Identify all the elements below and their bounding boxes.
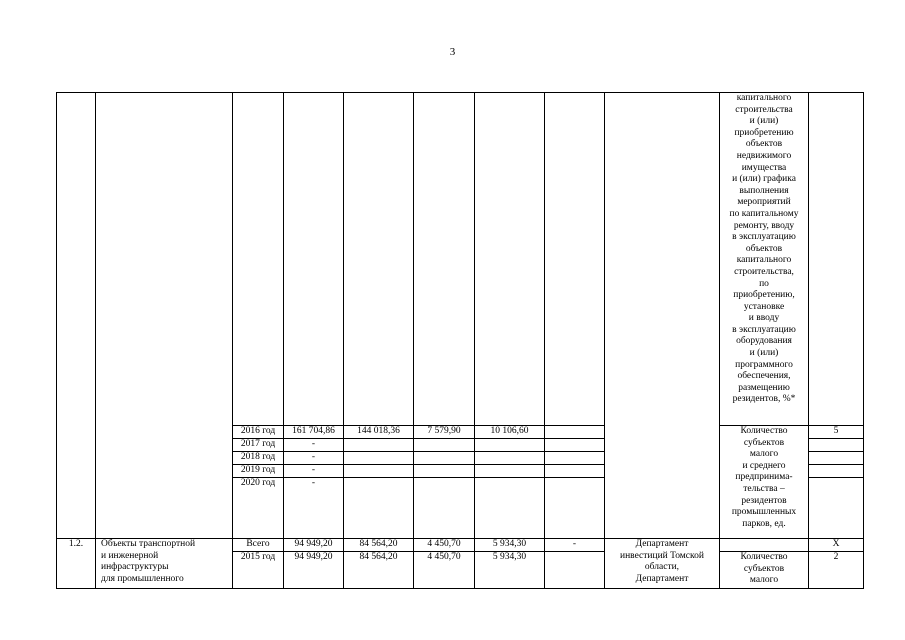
text-line: и среднего bbox=[742, 460, 786, 471]
text-line: размещению bbox=[738, 382, 790, 393]
cell-year: 2020 год bbox=[233, 478, 284, 539]
text-line: и вводу bbox=[748, 313, 780, 324]
cell-other-empty bbox=[545, 93, 605, 426]
cell-reg: 4 450,70 bbox=[414, 552, 475, 589]
text-line: строительства bbox=[735, 104, 793, 115]
cell-year: 2016 год bbox=[233, 426, 284, 439]
cell-local bbox=[475, 439, 545, 452]
cell-reg: 7 579,90 bbox=[414, 426, 475, 439]
cell-fed bbox=[344, 452, 414, 465]
cell-other bbox=[545, 478, 605, 539]
text-line: резидентов, %* bbox=[732, 394, 796, 405]
text-line: субъектов bbox=[743, 437, 785, 448]
cell-total: 161 704,86 bbox=[284, 426, 344, 439]
cell-total: 94 949,20 bbox=[284, 552, 344, 589]
cell-local: 5 934,30 bbox=[475, 539, 545, 552]
cell-total: 94 949,20 bbox=[284, 539, 344, 552]
cell-fed-empty bbox=[344, 93, 414, 426]
cell-fed bbox=[344, 439, 414, 452]
cell-fed: 84 564,20 bbox=[344, 539, 414, 552]
cell-local bbox=[475, 452, 545, 465]
cell-total: - bbox=[284, 478, 344, 539]
cell-reg bbox=[414, 452, 475, 465]
cell-year: Всего bbox=[233, 539, 284, 552]
cell-reg bbox=[414, 465, 475, 478]
cell-other bbox=[545, 452, 605, 465]
text-line: приобретению, bbox=[733, 290, 795, 301]
text-line: Департамент bbox=[635, 539, 689, 549]
cell-local bbox=[475, 465, 545, 478]
text-line: и (или) bbox=[749, 348, 779, 359]
cell-indicator-text bbox=[720, 426, 809, 539]
text-line: предпринима- bbox=[735, 472, 793, 483]
cell-executor bbox=[605, 539, 720, 589]
text-line: субъектов bbox=[743, 563, 785, 574]
page-number: 3 bbox=[449, 46, 456, 58]
text-line: малого bbox=[749, 449, 779, 460]
cell-year: 2017 год bbox=[233, 439, 284, 452]
cell-executor-continued bbox=[605, 93, 720, 539]
text-line: строительства, bbox=[734, 266, 794, 277]
text-line: для промышленного bbox=[101, 573, 184, 584]
cell-target bbox=[809, 452, 864, 465]
cell-target bbox=[809, 465, 864, 478]
text-line: промышленных bbox=[731, 507, 797, 518]
cell-local: 5 934,30 bbox=[475, 552, 545, 589]
cell-year: 2015 год bbox=[233, 552, 284, 589]
cell-target: 2 bbox=[809, 552, 864, 589]
cell-other bbox=[545, 465, 605, 478]
cell-other: - bbox=[545, 539, 605, 552]
text-line: малого bbox=[749, 575, 779, 586]
text-line: имущества bbox=[741, 162, 787, 173]
cell-fed bbox=[344, 465, 414, 478]
text-line: объектов bbox=[745, 243, 783, 254]
program-table bbox=[56, 92, 864, 589]
cell-total: - bbox=[284, 439, 344, 452]
cell-fed: 84 564,20 bbox=[344, 552, 414, 589]
text-line: капитального bbox=[736, 255, 792, 266]
text-line: Количество bbox=[740, 552, 788, 562]
text-line: по капитальному bbox=[729, 208, 799, 219]
text-line: области, bbox=[644, 562, 680, 573]
table-row bbox=[57, 539, 864, 552]
cell-name-continued bbox=[96, 93, 233, 539]
cell-indicator-empty bbox=[720, 539, 809, 552]
cell-year-empty bbox=[233, 93, 284, 426]
cell-total: - bbox=[284, 465, 344, 478]
text-line: и (или) bbox=[749, 116, 779, 127]
cell-other bbox=[545, 426, 605, 439]
cell-reg: 4 450,70 bbox=[414, 539, 475, 552]
cell-target: 5 bbox=[809, 426, 864, 439]
text-line: ремонту, вводу bbox=[733, 220, 795, 231]
cell-total-empty bbox=[284, 93, 344, 426]
cell-target-empty bbox=[809, 93, 864, 426]
text-line: в эксплуатацию bbox=[732, 232, 796, 243]
text-line: резидентов bbox=[741, 495, 787, 506]
text-line: обеспечения, bbox=[737, 371, 791, 382]
cell-total: - bbox=[284, 452, 344, 465]
cell-target bbox=[809, 478, 864, 539]
text-line: недвижимого bbox=[736, 150, 792, 161]
text-line: Департамент bbox=[635, 573, 689, 584]
cell-reg bbox=[414, 478, 475, 539]
text-line: инфраструктуры bbox=[101, 562, 169, 573]
text-line: тельства – bbox=[743, 483, 785, 494]
cell-year: 2019 год bbox=[233, 465, 284, 478]
cell-local-empty bbox=[475, 93, 545, 426]
table-row bbox=[57, 93, 864, 426]
cell-indicator-text bbox=[720, 93, 809, 426]
text-line: и (или) графика bbox=[732, 174, 796, 185]
text-line: выполнения bbox=[739, 185, 789, 196]
text-line: объектов bbox=[745, 139, 783, 150]
text-line: и инженерной bbox=[101, 550, 159, 561]
cell-other bbox=[545, 439, 605, 452]
cell-target: Х bbox=[809, 539, 864, 552]
cell-num-continued bbox=[57, 93, 96, 539]
cell-year: 2018 год bbox=[233, 452, 284, 465]
text-line: оборудования bbox=[736, 336, 792, 347]
cell-reg bbox=[414, 439, 475, 452]
text-line: мероприятий bbox=[737, 197, 791, 208]
text-line: капитального bbox=[736, 93, 792, 103]
cell-indicator-text bbox=[720, 552, 809, 589]
cell-item-name bbox=[96, 539, 233, 589]
text-line: приобретению bbox=[734, 127, 794, 138]
text-line: Объекты транспортной bbox=[101, 539, 196, 549]
cell-fed bbox=[344, 478, 414, 539]
cell-target bbox=[809, 439, 864, 452]
cell-fed: 144 018,36 bbox=[344, 426, 414, 439]
text-line: в эксплуатацию bbox=[732, 324, 796, 335]
text-line: программного bbox=[735, 359, 793, 370]
text-line: инвестиций Томской bbox=[620, 550, 704, 561]
cell-local bbox=[475, 478, 545, 539]
text-line: парков, ед. bbox=[742, 518, 786, 529]
cell-local: 10 106,60 bbox=[475, 426, 545, 439]
cell-reg-empty bbox=[414, 93, 475, 426]
text-line: по bbox=[759, 278, 769, 289]
cell-other bbox=[545, 552, 605, 589]
text-line: установке bbox=[743, 301, 785, 312]
cell-item-number: 1.2. bbox=[57, 539, 96, 589]
text-line: Количество bbox=[740, 426, 788, 436]
